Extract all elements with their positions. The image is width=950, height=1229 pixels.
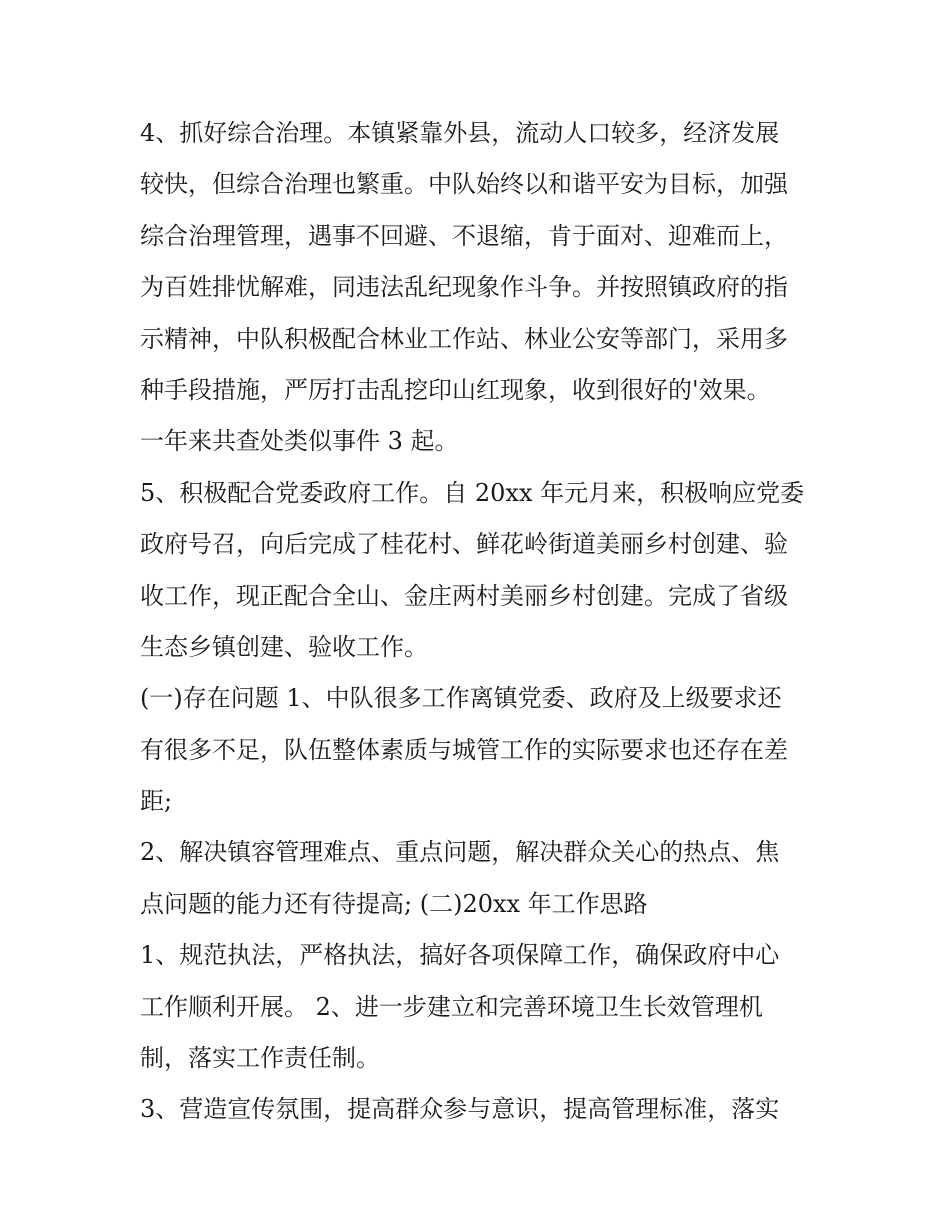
text-line-15: 2、解决镇容管理难点、重点问题，解决群众关心的热点、焦 bbox=[140, 838, 780, 867]
text-line-10: 收工作，现正配合全山、金庄两村美丽乡村创建。完成了省级 bbox=[140, 581, 788, 610]
text-line-8: 5、积极配合党委政府工作。自 20xx 年元月来，积极响应党委 bbox=[140, 478, 805, 507]
text-line-12: (一)存在问题 1、中队很多工作离镇党委、政府及上级要求还 bbox=[140, 684, 782, 713]
text-line-16: 点问题的能力还有待提高; (二)20xx 年工作思路 bbox=[140, 889, 648, 918]
text-line-1: 4、抓好综合治理。本镇紧靠外县，流动人口较多，经济发展 bbox=[140, 119, 780, 147]
text-line-13: 有很多不足，队伍整体素质与城管工作的实际要求也还存在差 bbox=[140, 735, 788, 764]
text-line-14: 距; bbox=[140, 787, 173, 816]
text-line-19: 制，落实工作责任制。 bbox=[140, 1044, 380, 1073]
text-line-9: 政府号召，向后完成了桂花村、鲜花岭街道美丽乡村创建、验 bbox=[140, 530, 788, 559]
text-line-20: 3、营造宣传氛围，提高群众参与意识，提高管理标准，落实 bbox=[140, 1095, 780, 1124]
text-line-4: 为百姓排忧解难，同违法乱纪现象作斗争。并按照镇政府的指 bbox=[140, 273, 788, 302]
text-line-7: 一年来共查处类似事件 3 起。 bbox=[140, 427, 459, 456]
text-line-5: 示精神，中队积极配合林业工作站、林业公安等部门，采用多 bbox=[140, 324, 788, 353]
text-line-18: 工作顺利开展。 2、进一步建立和完善环境卫生长效管理机 bbox=[140, 992, 763, 1021]
text-line-11: 生态乡镇创建、验收工作。 bbox=[140, 632, 428, 661]
text-line-17: 1、规范执法，严格执法，搞好各项保障工作，确保政府中心 bbox=[140, 941, 780, 970]
document-body bbox=[140, 108, 820, 1136]
text-line-6: 种手段措施，严厉打击乱挖印山红现象，收到很好的'效果。 bbox=[140, 375, 771, 404]
text-line-3: 综合治理管理，遇事不回避、不退缩，肯于面对、迎难而上， bbox=[140, 221, 788, 250]
text-line-2: 较快，但综合治理也繁重。中队始终以和谐平安为目标，加强 bbox=[140, 170, 788, 199]
